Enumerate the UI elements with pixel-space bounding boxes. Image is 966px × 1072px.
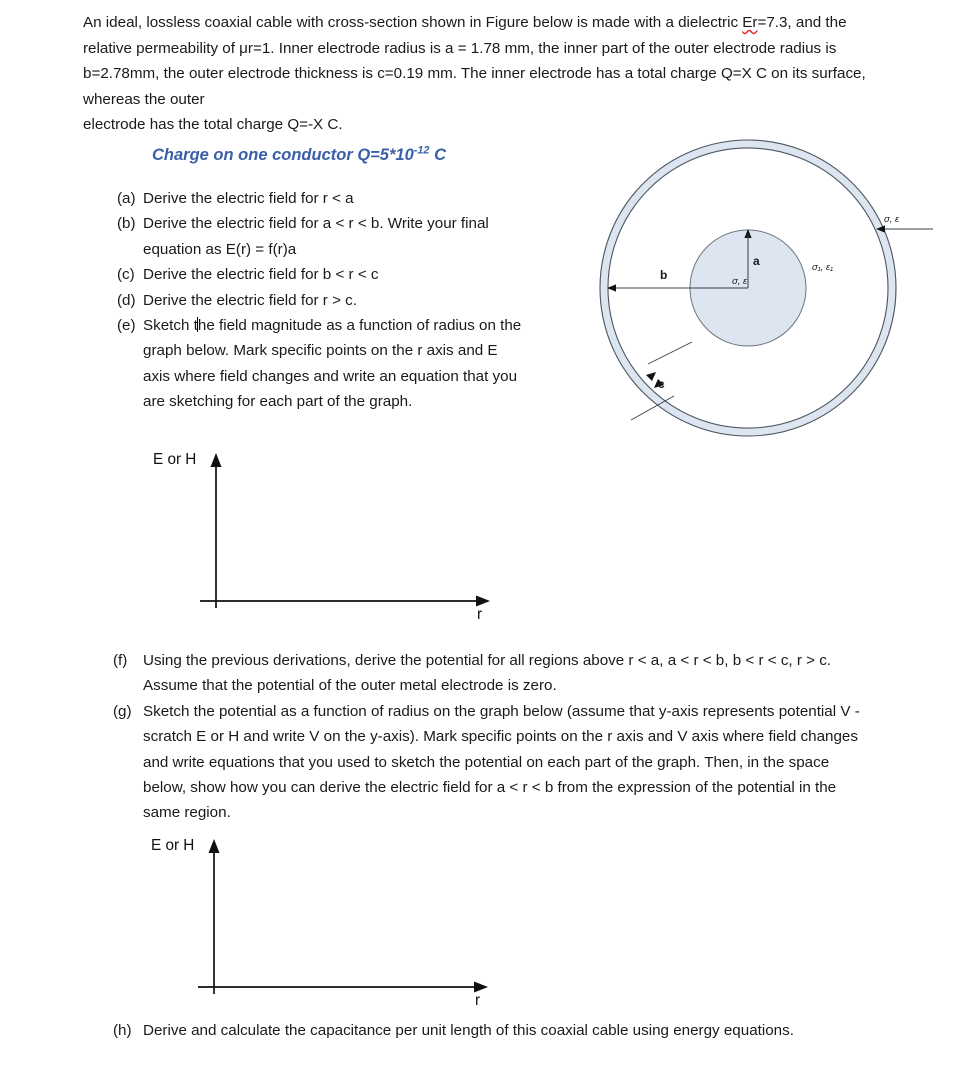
list-marker: (c) xyxy=(117,266,135,284)
intro-last-line: electrode has the total charge Q=-X C. xyxy=(83,116,343,133)
y-axis-arrowhead xyxy=(211,453,222,467)
list-marker: (b) xyxy=(117,215,136,233)
graph-two-axes-svg xyxy=(148,826,498,1011)
intro-text-before-error: An ideal, lossless coaxial cable with cross-section shown in Figure below is made with a dielectric xyxy=(83,14,743,31)
x-axis-arrowhead xyxy=(476,596,490,607)
label-dielectric-medium: σ₁, ε₁ xyxy=(812,262,834,273)
question-e-text-after-caret: he field magnitude as a function of radius on the graph below. Mark specific points on the r axis and E axis where field changes and write an equation that you are sketching for each part of the graph. xyxy=(143,317,522,411)
list-item-text xyxy=(143,313,527,415)
spellcheck-error-word: Εr xyxy=(742,14,758,31)
list-item-text: Derive and calculate the capacitance per unit length of this coaxial cable using energy equations. xyxy=(143,1022,794,1039)
graph-one-axes-svg xyxy=(150,440,500,625)
list-item-text: Derive the electric field for a < r < b. Write your final equation as E(r) = f(r)a xyxy=(143,215,489,258)
list-item xyxy=(113,1018,893,1043)
list-item xyxy=(117,262,527,287)
list-item xyxy=(117,186,527,211)
list-marker: (a) xyxy=(117,190,136,207)
x-axis-label: r xyxy=(475,992,481,1009)
charge-heading-main: Charge on one conductor Q=5*10 xyxy=(152,146,414,164)
list-marker: (f) xyxy=(113,652,128,669)
list-marker: (h) xyxy=(113,1022,132,1039)
answer-graph-field xyxy=(150,440,500,630)
label-radius-a: a xyxy=(753,254,760,268)
label-outer-shell-medium: σ, ε xyxy=(884,214,900,225)
question-list-bottom xyxy=(113,1018,893,1043)
list-item-text: Sketch the potential as a function of radius on the graph below (assume that y-axis represents potential V - scratch E or H and write V on the y-axis). Mark specific points on the r axis and V axis where field changes and write equations that you used to sketch the potential on each part of the graph. Then, in the space below, show how you can derive the electric field for a < r < b from the expression of the potential in the same region. xyxy=(143,702,860,822)
list-item-text: Derive the electric field for r > c. xyxy=(143,291,357,309)
label-thickness-c: c xyxy=(658,377,665,391)
list-item-e xyxy=(117,313,527,415)
charge-heading-unit: C xyxy=(429,146,446,164)
coax-diagram-svg xyxy=(588,132,933,454)
y-axis-label: E or H xyxy=(151,837,195,854)
intro-text-after-error: =7.3, and the relative permeability of μr=1. Inner electrode radius is a = 1.78 mm, the inner part of the outer electrode radius is b=2.78mm, the outer electrode thickness is c=0.19 mm. The inner electrode has a total charge Q=X C on its surface, whereas the outer xyxy=(83,14,866,108)
thickness-c-leader-upper xyxy=(648,342,692,364)
charge-heading xyxy=(152,146,446,165)
coaxial-cable-cross-section-figure xyxy=(588,132,933,454)
list-item xyxy=(117,211,527,262)
list-marker: (e) xyxy=(117,317,136,335)
list-item xyxy=(113,699,873,826)
list-marker: (g) xyxy=(113,702,132,720)
y-axis-label: E or H xyxy=(153,451,197,468)
intro-paragraph xyxy=(83,10,883,138)
label-radius-b: b xyxy=(660,268,668,282)
x-axis-label: r xyxy=(477,606,483,623)
y-axis-arrowhead xyxy=(209,839,220,853)
question-list-top xyxy=(117,186,527,415)
question-e-text-before-caret: Sketch t xyxy=(143,317,198,335)
list-item xyxy=(113,648,873,699)
list-marker: (d) xyxy=(117,291,136,309)
list-item xyxy=(117,288,527,313)
label-inner-medium: σ, ε xyxy=(732,276,748,287)
list-item-text: Derive the electric field for r < a xyxy=(143,190,354,207)
question-list-mid xyxy=(113,648,873,826)
list-item-text: Using the previous derivations, derive the potential for all regions above r < a, a < r < b, b < r < c, r > c. Assume that the potential of the outer metal electrode is zero. xyxy=(143,652,832,695)
thickness-c-arrowhead-outward xyxy=(646,372,656,381)
charge-heading-exponent: -12 xyxy=(413,144,430,157)
answer-graph-potential xyxy=(148,826,498,1016)
list-item-text: Derive the electric field for b < r < c xyxy=(143,266,379,284)
x-axis-arrowhead xyxy=(474,982,488,993)
